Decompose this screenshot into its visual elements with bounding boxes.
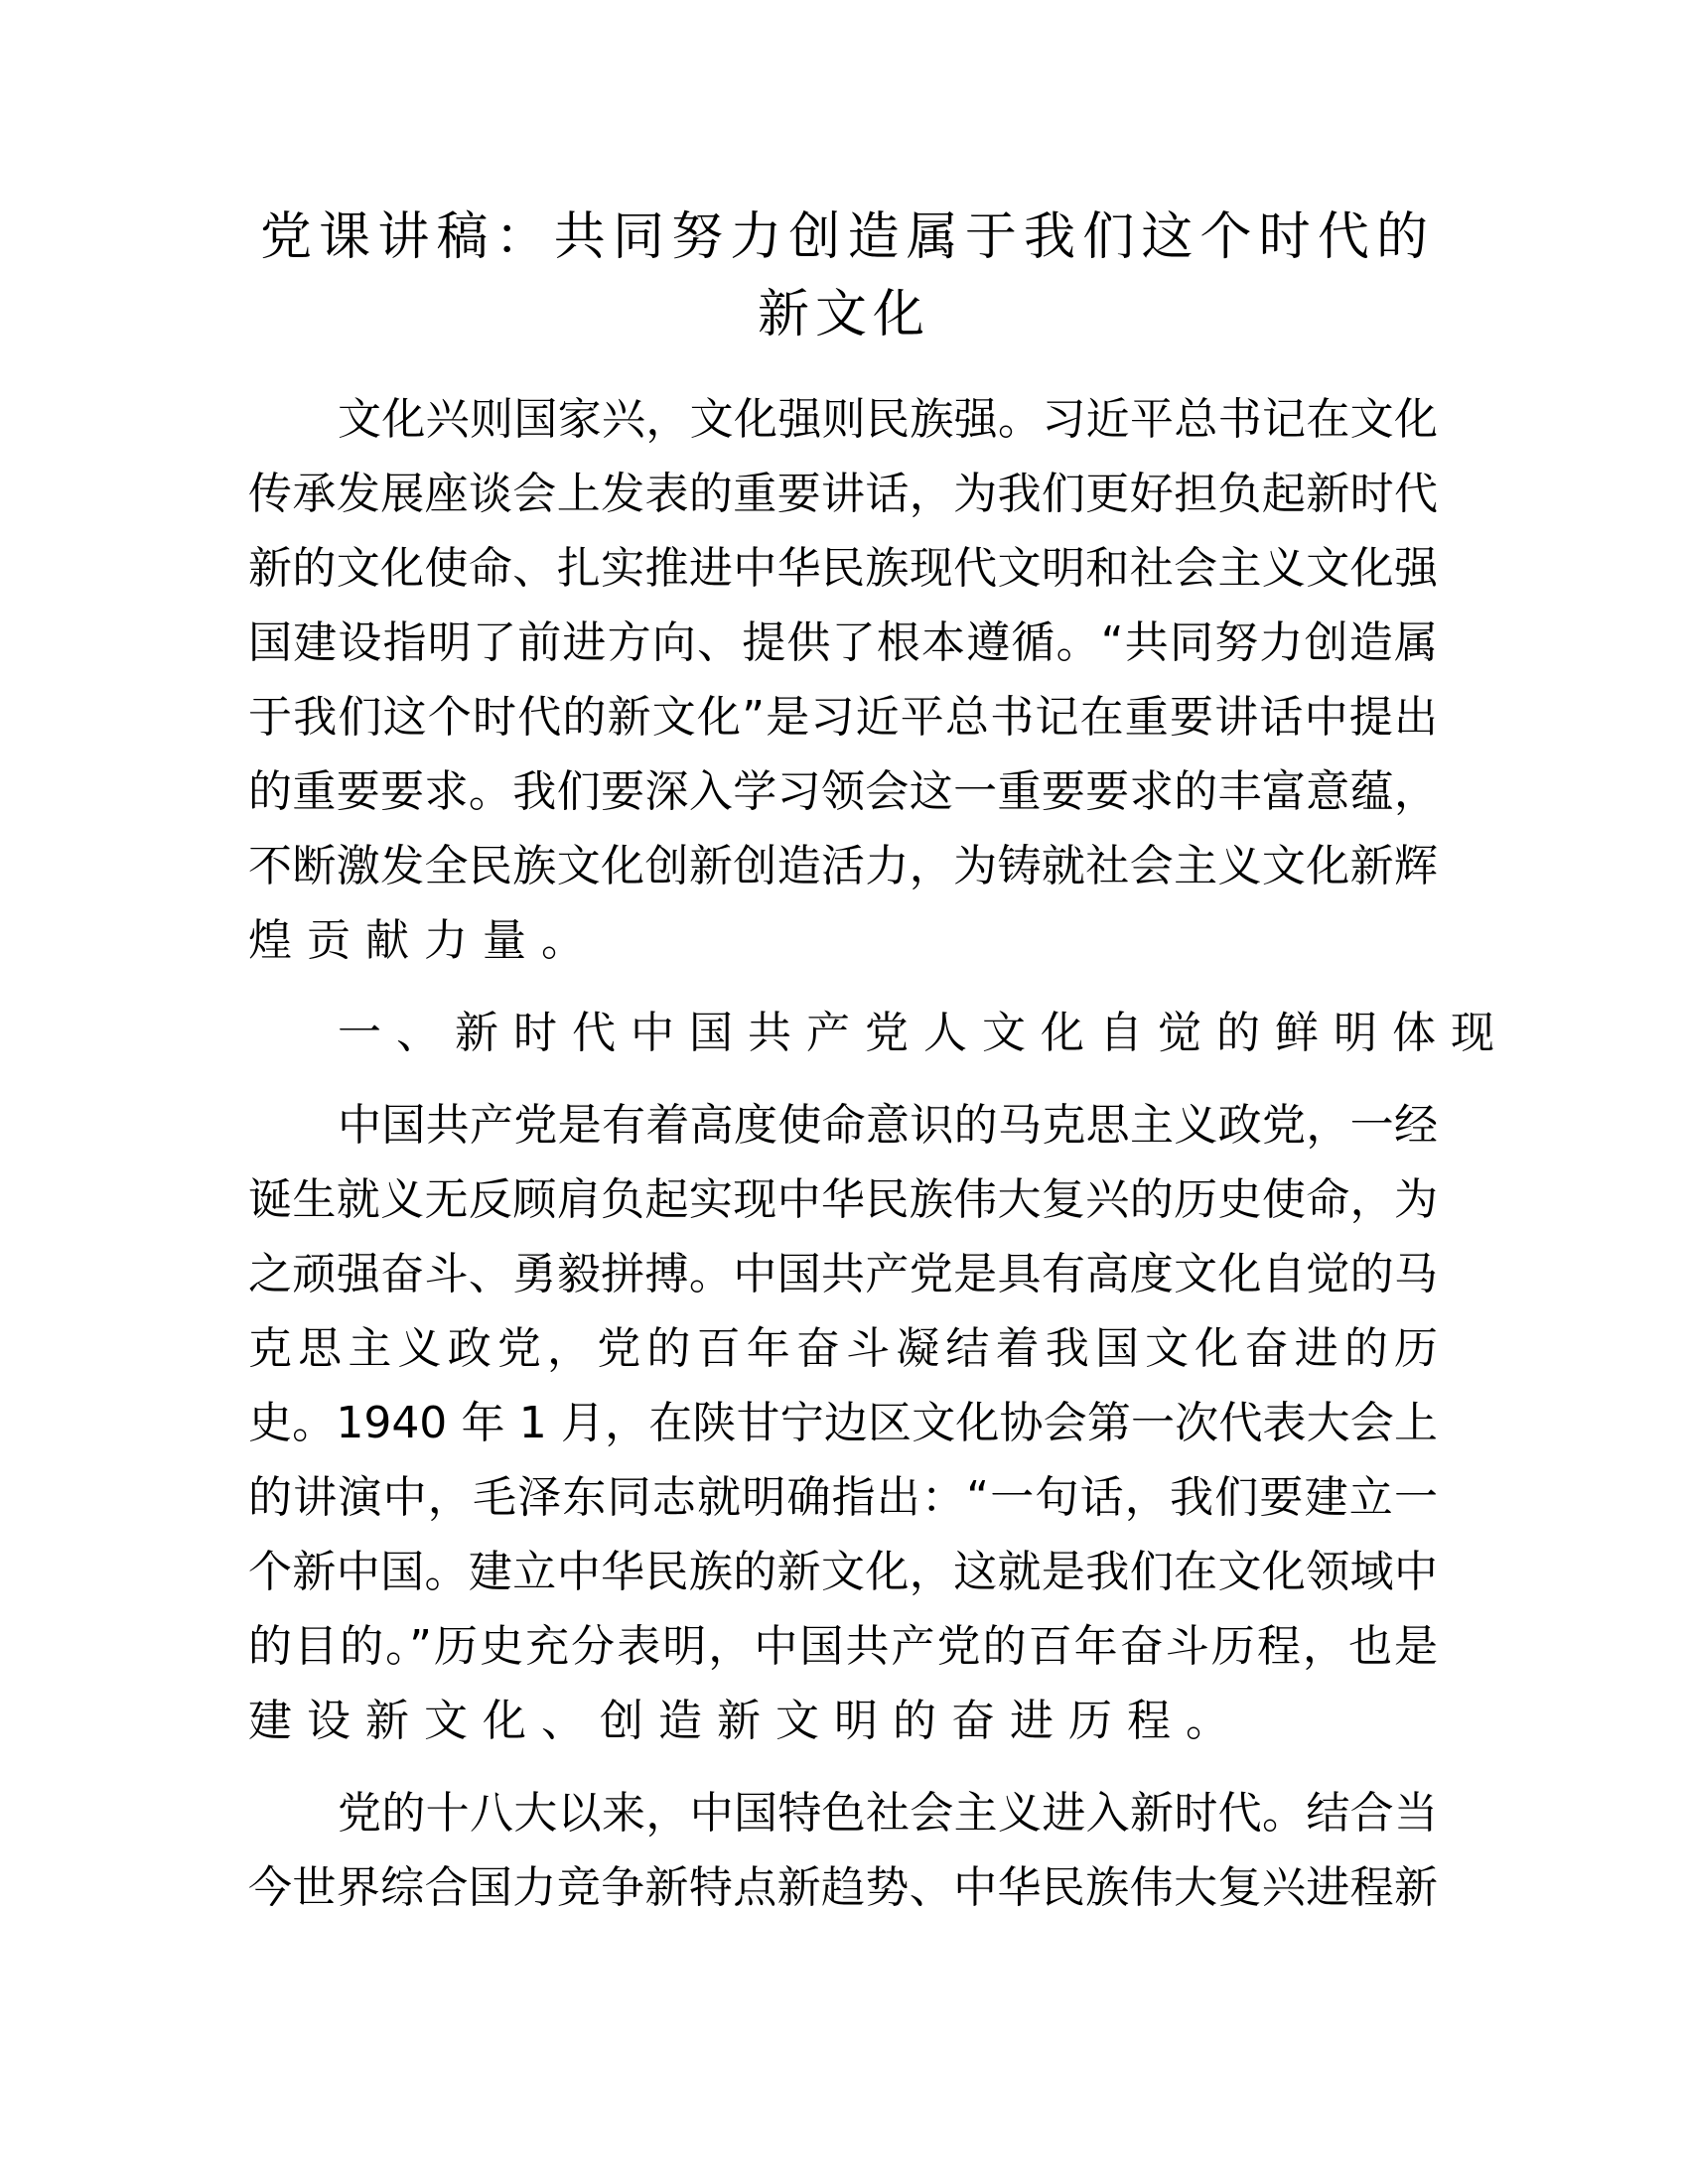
paragraph-line: 之顽强奋斗、勇毅拼搏。中国共产党是具有高度文化自觉的马 — [248, 1249, 1438, 1299]
section-heading-text: 一、新时代中国共产党人文化自觉的鲜明体现 — [338, 1008, 1509, 1058]
paragraph-intro — [248, 382, 1438, 978]
paragraph-line: 文化兴则国家兴，文化强则民族强。习近平总书记在文化 — [338, 394, 1438, 445]
paragraph-line: 新的文化使命、扎实推进中华民族现代文明和社会主义文化强 — [248, 543, 1438, 594]
section-heading-1 — [248, 996, 1509, 1070]
paragraph-line: 个新中国。建立中华民族的新文化，这就是我们在文化领域中 — [248, 1547, 1438, 1597]
paragraph-line: 的目的。”历史充分表明，中国共产党的百年奋斗历程，也是 — [248, 1621, 1438, 1672]
paragraph-line: 煌贡献力量。 — [248, 915, 600, 966]
paragraph-line: 的重要要求。我们要深入学习领会这一重要要求的丰富意蕴， — [248, 766, 1438, 817]
paragraph-line: 克思主义政党，党的百年奋斗凝结着我国文化奋进的历 — [248, 1323, 1438, 1374]
title-line-2: 新文化 — [757, 285, 930, 344]
paragraph-line: 的讲演中，毛泽东同志就明确指出：“一句话，我们要建立一 — [248, 1472, 1438, 1523]
paragraph-line: 党的十八大以来，中国特色社会主义进入新时代。结合当 — [338, 1788, 1438, 1839]
paragraph-line: 于我们这个时代的新文化”是习近平总书记在重要讲话中提出 — [248, 692, 1438, 743]
paragraph-line: 不断激发全民族文化创新创造活力，为铸就社会主义文化新辉 — [248, 841, 1438, 891]
document-body — [248, 382, 1509, 1943]
paragraph-line: 今世界综合国力竞争新特点新趋势、中华民族伟大复兴进程新 — [248, 1862, 1438, 1913]
document-title — [260, 199, 1428, 353]
paragraph-line: 建设新文化、创造新文明的奋进历程。 — [248, 1696, 1244, 1746]
paragraph-section-1-b — [248, 1776, 1438, 1925]
paragraph-line: 史。1940 年 1 月，在陕甘宁边区文化协会第一次代表大会上 — [248, 1398, 1438, 1448]
paragraph-line: 国建设指明了前进方向、提供了根本遵循。“共同努力创造属 — [248, 617, 1438, 668]
paragraph-section-1-a — [248, 1088, 1438, 1758]
paragraph-line: 中国共产党是有着高度使命意识的马克思主义政党，一经 — [338, 1100, 1438, 1151]
paragraph-line: 诞生就义无反顾肩负起实现中华民族伟大复兴的历史使命，为 — [248, 1174, 1438, 1225]
paragraph-line: 传承发展座谈会上发表的重要讲话，为我们更好担负起新时代 — [248, 469, 1438, 519]
title-line-1: 党课讲稿：共同努力创造属于我们这个时代的 — [260, 207, 1428, 267]
